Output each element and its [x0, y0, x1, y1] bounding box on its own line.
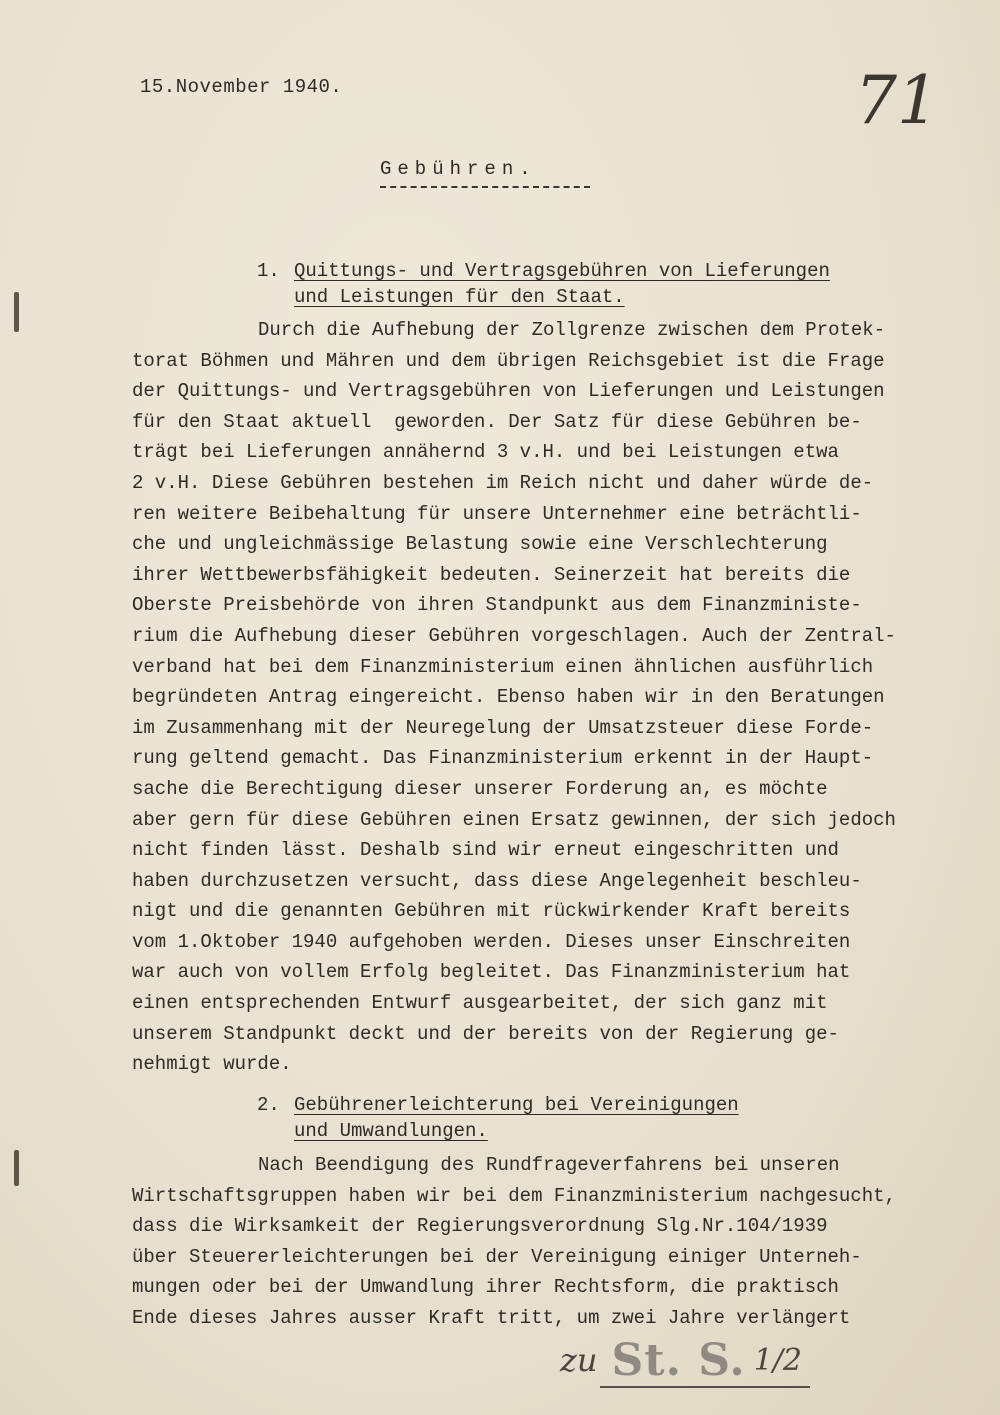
- paragraph-line: sache die Berechtigung dieser unserer Forderung an, es möchte: [132, 777, 828, 800]
- document-date: 15.November 1940.: [140, 76, 343, 98]
- stamp-seal-text: St. S.: [611, 1334, 746, 1386]
- section-1-paragraph: [132, 315, 982, 1080]
- handwritten-fraction: 1/2: [753, 1342, 803, 1378]
- paragraph-line: für den Staat aktuell geworden. Der Satz für diese Gebühren be-: [132, 410, 862, 433]
- paragraph-line: einen entsprechenden Entwurf ausgearbeitet, der sich ganz mit: [132, 992, 828, 1015]
- paragraph-line: war auch von vollem Erfolg begleitet. Das Finanzministerium hat: [132, 961, 851, 984]
- punch-hole-mark: [14, 292, 19, 332]
- paragraph-line: 2 v.H. Diese Gebühren bestehen im Reich nicht und daher würde de-: [132, 471, 874, 494]
- paragraph-line: aber gern für diese Gebühren einen Ersatz gewinnen, der sich jedoch: [132, 808, 896, 831]
- paragraph-line: rung geltend gemacht. Das Finanzministerium erkennt in der Haupt-: [132, 747, 874, 770]
- paragraph-line: nicht finden lässt. Deshalb sind wir erneut eingeschritten und: [132, 839, 839, 862]
- paragraph-line: Oberste Preisbehörde von ihren Standpunkt aus dem Finanzministe-: [132, 594, 862, 617]
- section-1-heading-line2: und Leistungen für den Staat.: [294, 286, 625, 308]
- handwritten-prefix: zu: [560, 1341, 598, 1379]
- paragraph-line: verband hat bei dem Finanzministerium einen ähnlichen ausführlich: [132, 655, 874, 678]
- paragraph-line: im Zusammenhang mit der Neuregelung der Umsatzsteuer diese Forde-: [132, 716, 874, 739]
- section-1-heading-line1: Quittungs- und Vertragsgebühren von Lieferungen: [294, 260, 830, 282]
- section-1-heading: [257, 258, 830, 310]
- section-2-heading-line1: Gebührenerleichterung bei Vereinigungen: [294, 1094, 739, 1116]
- paragraph-line: rium die Aufhebung dieser Gebühren vorgeschlagen. Auch der Zentral-: [132, 624, 896, 647]
- section-2-heading-line2: und Umwandlungen.: [294, 1120, 488, 1142]
- paragraph-line: Nach Beendigung des Rundfrageverfahrens bei unseren: [258, 1154, 840, 1176]
- paragraph-line: Wirtschaftsgruppen haben wir bei dem Finanzministerium nachgesucht,: [132, 1184, 896, 1207]
- title-underline: [380, 186, 590, 188]
- paragraph-line: trägt bei Lieferungen annähernd 3 v.H. und bei Leistungen etwa: [132, 441, 839, 464]
- paragraph-line: nigt und die genannten Gebühren mit rückwirkender Kraft bereits: [132, 900, 851, 923]
- paragraph-line: ihrer Wettbewerbsfähigkeit bedeuten. Seinerzeit hat bereits die: [132, 563, 851, 586]
- paragraph-line: torat Böhmen und Mähren und dem übrigen Reichsgebiet ist die Frage: [132, 349, 885, 372]
- paragraph-line: über Steuererleichterungen bei der Vereinigung einiger Unterneh-: [132, 1245, 862, 1268]
- paragraph-line: vom 1.Oktober 1940 aufgehoben werden. Dieses unser Einschreiten: [132, 930, 851, 953]
- document-title: Gebühren.: [380, 158, 537, 180]
- folio-number-handwritten: 71: [855, 62, 939, 139]
- paragraph-line: Durch die Aufhebung der Zollgrenze zwischen dem Protek-: [258, 319, 886, 341]
- footer-stamp: [560, 1330, 802, 1390]
- punch-hole-mark: [14, 1150, 19, 1186]
- paragraph-line: haben durchzusetzen versucht, dass diese Angelegenheit beschleu-: [132, 869, 862, 892]
- section-2-number: 2.: [257, 1094, 280, 1116]
- section-2-heading: [257, 1092, 739, 1144]
- stamp-underline: [600, 1386, 810, 1388]
- paragraph-line: Ende dieses Jahres ausser Kraft tritt, um zwei Jahre verlängert: [132, 1306, 851, 1329]
- paragraph-line: begründeten Antrag eingereicht. Ebenso haben wir in den Beratungen: [132, 686, 885, 709]
- paragraph-line: unserem Standpunkt deckt und der bereits von der Regierung ge-: [132, 1022, 839, 1045]
- paragraph-line: mungen oder bei der Umwandlung ihrer Rechtsform, die praktisch: [132, 1276, 839, 1299]
- paragraph-line: ren weitere Beibehaltung für unsere Unternehmer eine beträchtli-: [132, 502, 862, 525]
- paragraph-line: che und ungleichmässige Belastung sowie eine Verschlechterung: [132, 533, 828, 556]
- section-1-number: 1.: [257, 260, 280, 282]
- paragraph-line: dass die Wirksamkeit der Regierungsverordnung Slg.Nr.104/1939: [132, 1215, 828, 1238]
- paragraph-line: nehmigt wurde.: [132, 1053, 292, 1076]
- paragraph-line: der Quittungs- und Vertragsgebühren von Lieferungen und Leistungen: [132, 380, 885, 403]
- section-2-paragraph: [132, 1150, 982, 1334]
